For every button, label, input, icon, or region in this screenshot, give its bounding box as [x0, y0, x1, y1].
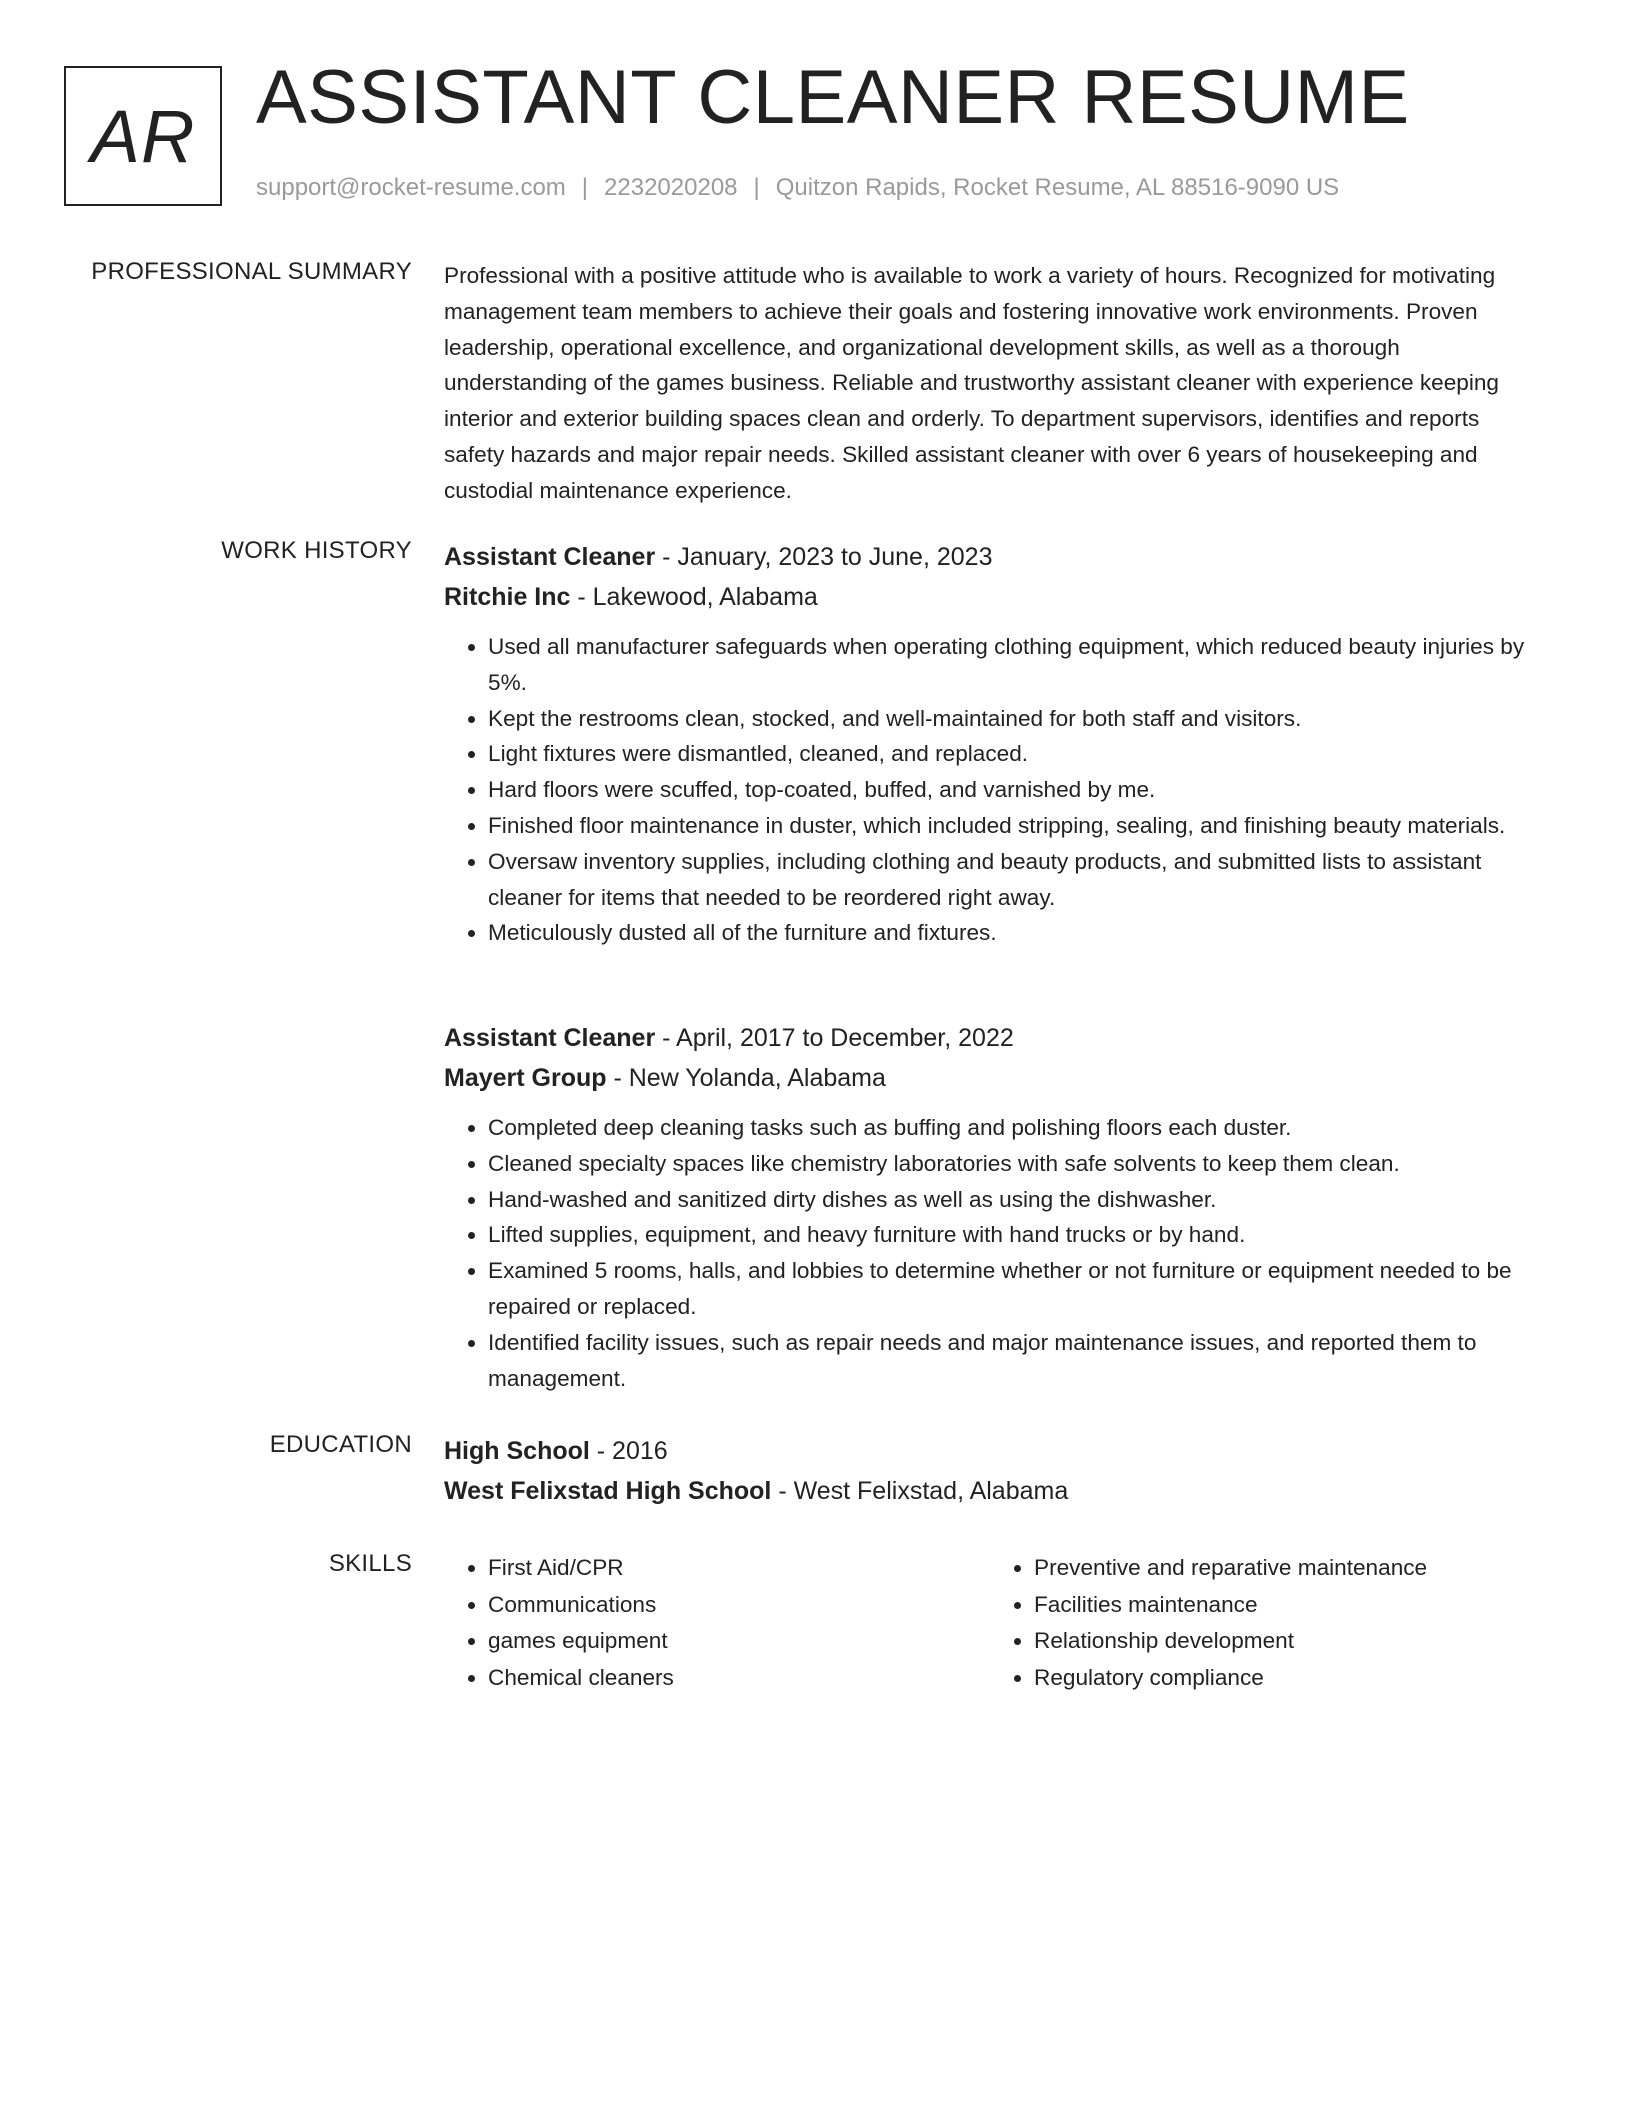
list-item: • Cleaned specialty spaces like chemistry laboratories with safe solvents to keep them clean. [488, 1146, 1544, 1182]
contact-line [256, 174, 1339, 202]
contact-phone: 2232020208 [604, 174, 738, 201]
skills-column-right [990, 1550, 1536, 1696]
education-degree: High School [444, 1437, 590, 1465]
list-item: • Used all manufacturer safeguards when operating clothing equipment, which reduced beauty injuries by 5%. [488, 629, 1544, 701]
education-school: West Felixstad High School [444, 1477, 772, 1505]
education-school-line [444, 1471, 1544, 1511]
summary-text: Professional with a positive attitude who is available to work a variety of hours. Recognized for motivating management team members to achieve their goals and fostering innovative work environments. Proven leadership, operational excellence, and organizational development skills, as well as a thorough understanding of the games business. Reliable and trustworthy assistant cleaner with experience keeping interior and exterior building spaces clean and orderly. To department supervisors, identifies and reports safety hazards and major repair needs. Skilled assistant cleaner with over 6 years of housekeeping and custodial maintenance experience. [444, 263, 1499, 503]
job-location: - Lakewood, Alabama [570, 583, 818, 611]
skill-item: • First Aid/CPR [488, 1550, 990, 1587]
list-item: • Identified facility issues, such as repair needs and major maintenance issues, and reported them to management. [488, 1325, 1544, 1397]
skill-item: • Preventive and reparative maintenance [1034, 1550, 1536, 1587]
skill-item: • Chemical cleaners [488, 1660, 990, 1697]
job-company: Ritchie Inc [444, 583, 571, 611]
skills-column-left [444, 1550, 990, 1696]
resume-title: ASSISTANT CLEANER RESUME [256, 55, 1410, 140]
skills-label: SKILLS [328, 1550, 412, 1577]
work-history-label: WORK HISTORY [221, 537, 412, 564]
job-title: Assistant Cleaner [444, 543, 656, 571]
job-dates: - January, 2023 to June, 2023 [655, 543, 993, 571]
skill-item: • Facilities maintenance [1034, 1587, 1536, 1624]
list-item: • Lifted supplies, equipment, and heavy furniture with hand trucks or by hand. [488, 1217, 1544, 1253]
list-item: • Light fixtures were dismantled, cleaned, and replaced. [488, 736, 1544, 772]
list-item: • Oversaw inventory supplies, including clothing and beauty products, and submitted lists to assistant cleaner for items that needed to be reordered right away. [488, 844, 1544, 916]
education-degree-line [444, 1431, 1544, 1471]
list-item: • Kept the restrooms clean, stocked, and well-maintained for both staff and visitors. [488, 701, 1544, 737]
job-title: Assistant Cleaner [444, 1024, 656, 1052]
job-company-line [444, 577, 1544, 617]
job-title-line [444, 537, 1544, 577]
list-item: • Hand-washed and sanitized dirty dishes as well as using the dishwasher. [488, 1182, 1544, 1218]
education-label: EDUCATION [269, 1431, 412, 1458]
job-entry [444, 1018, 1544, 1396]
skill-item: • Regulatory compliance [1034, 1660, 1536, 1697]
job-location: - New Yolanda, Alabama [606, 1064, 886, 1092]
initials-monogram: AR [64, 66, 222, 206]
job-company: Mayert Group [444, 1064, 607, 1092]
skill-item: • Communications [488, 1587, 990, 1624]
skill-item: • Relationship development [1034, 1623, 1536, 1660]
job-bullets [444, 1110, 1544, 1396]
contact-separator: | [581, 174, 589, 201]
summary-label: PROFESSIONAL SUMMARY [91, 258, 412, 285]
education-location: - West Felixstad, Alabama [771, 1477, 1069, 1505]
list-item: • Hard floors were scuffed, top-coated, buffed, and varnished by me. [488, 772, 1544, 808]
job-entry [444, 537, 1544, 951]
skills-columns [444, 1550, 1544, 1696]
list-item: • Finished floor maintenance in duster, which included stripping, sealing, and finishing beauty materials. [488, 808, 1544, 844]
job-company-line [444, 1058, 1544, 1098]
list-item: • Meticulously dusted all of the furniture and fixtures. [488, 915, 1544, 951]
job-dates: - April, 2017 to December, 2022 [655, 1024, 1014, 1052]
skill-item: • games equipment [488, 1623, 990, 1660]
education-year: - 2016 [589, 1437, 668, 1465]
list-item: • Completed deep cleaning tasks such as buffing and polishing floors each duster. [488, 1110, 1544, 1146]
job-title-line [444, 1018, 1544, 1058]
contact-email: support@rocket-resume.com [256, 174, 566, 201]
list-item: • Examined 5 rooms, halls, and lobbies to determine whether or not furniture or equipment needed to be repaired or replaced. [488, 1253, 1544, 1325]
contact-separator: | [753, 174, 760, 201]
job-bullets [444, 629, 1544, 951]
contact-address: Quitzon Rapids, Rocket Resume, AL 88516-9090 US [775, 174, 1340, 201]
